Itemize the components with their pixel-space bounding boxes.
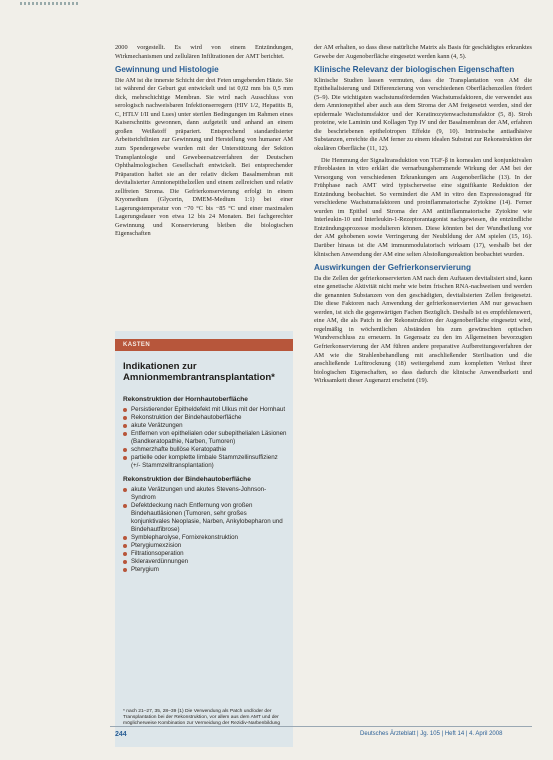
left-column [115, 44, 293, 242]
box-title: Indikationen zur Amnionmembrantransplantation* [123, 361, 275, 383]
list-item: Pterygiumexzision [123, 542, 287, 550]
box-tab-label: KASTEN [115, 339, 293, 351]
box-subheading-hornhaut: Rekonstruktion der Hornhautoberfläche [123, 396, 248, 403]
page-number: 244 [115, 731, 127, 738]
list-item: Persistierender Epitheldefekt mit Ulkus mit der Hornhaut [123, 406, 287, 414]
box-list-hornhaut [123, 406, 287, 470]
list-item: Pterygium [123, 566, 287, 574]
right-body-paragraph: Die Hemmung der Signaltransduktion von TGF-β in kornealen und konjunktivalen Fibroblasten in vitro erklärt die vernarbungshemmende Wirkung der AM bei der Versorgung von verschiedenen Erkrankungen am Augenoberfläche (13). In der Frühphase nach AMT wird typischerweise eine signifikante Reduktion der Entzündung beobachtet. So vermindert die AM in vitro den Expressionsgrad für verschiedene Wachstumsfaktoren und proinflammatorische Zytokine (14). Ferner wurden im Epithel und Stroma der AM antiinflammatorische Zytokine wie Interleukin-10 und Interleukin-1-Rezeptorantagonist nachgewiesen, die entzündliche Entzündungsprozesse modulieren können. Diese könnten bei der Wundheilung vor der AM gehobenen sowie Verringerung der Neubildung der AM spielen (15, 16). Darüber hinaus ist die AM immunmodulatorisch wirksam (17), weshalb bei der klinischen Anwendung der AM eine selten Abstoßungsreaktion beobachtet wurden. [314, 156, 532, 258]
journal-citation: Deutsches Ärzteblatt | Jg. 105 | Heft 14 | 4. April 2008 [360, 731, 503, 737]
right-body-paragraph: Klinische Studien lassen vermuten, dass die Transplantation von AM die Epithelialisierung und Differenzierung von verschiedenen Oberflächenzellen fördert (5–9). Die wichtigsten wachstumsfördernden Wachstumsfaktoren, die verwendet aus dem Amnionepithel aber auch aus dem Stroma der AM freigesetzt werden, sind der epidermale Wachstumsfaktor und der Keratinozytenwachstumsfaktor (5, 8). Stroh proteine, wie Laminin und Kollagen Typ IV und der Basalmembran der AM, erfahren die beschriebenen epithelotropen Effekte (9, 10). Intrinsische antiadhäsive Substanzen, erreichte die AM ferner zu einem idealen Substrat zur Rekonstruktion der okulären Oberfläche (11, 12). [314, 76, 532, 152]
footer-rule [110, 726, 532, 727]
list-item: Symblepharolyse, Fornixrekonstruktion [123, 534, 287, 542]
right-column [314, 44, 532, 389]
list-item: akute Verätzungen [123, 422, 287, 430]
left-body-paragraph: Die AM ist die innerste Schicht der drei Feten umgebenden Häute. Sie ist während der Geburt gut entwickelt und ist 0,02 mm bis 0,5 mm dick, mehrschichtige Membran. Sie wird nach Ausschluss von serologisch nachweisbaren Infektionserregern (HIV 1/2, Hepatitis B, C, HTLV I/II und Lues) unter sterilen Bedingungen im Rahmen eines Kaiserschnitts gewonnen, dann aufgeteilt und anhand an einem großen Weißstoff präpariert. Entsprechend standardisierter Arbeitsrichtlinien zur Gewinnung und Herstellung von humaner AM zum Spendergewebe wurden mit der Unterstützung der Sektion Transplantologie und Gewebeersatzverfahren der Deutschen Ophthalmologischen Gesellschaft entwickelt. Bei entsprechender Präparation haftet sie an der relativ dicken Basalmembran mit devitalisierter Amnionepithelzellen und einem zellreichen und relativ zellfreien Stroma. Die Gefrierkonservierung erfolgt in einem Kryomedium (Glycerin, DMEM-Medium 1:1) bei einer Lagerungstemperatur von −70 °C bis −85 °C und einer maximalen Lagerungsdauer von etwa 12 bis 24 Monaten. Bei fachgerechter Gewinnung und Konservierung bleiben die biologischen Eigenschaften [115, 76, 293, 238]
box-subheading-bindehaut: Rekonstruktion der Bindehautoberfläche [123, 476, 251, 483]
list-item: Defektdeckung nach Entfernung von großen Bindehautläsionen (Tumoren, sehr großes konjunktivales Neoplasie, Narben, Ankylobepharon und Bindehautfibrose) [123, 502, 287, 534]
list-item: schmerzhafte bullöse Keratopathie [123, 446, 287, 454]
list-item: Filtrationsoperation [123, 550, 287, 558]
list-item: Entfernen von epithelialen oder subepithelialen Läsionen (Bandkeratopathie, Narben, Tumoren) [123, 430, 287, 446]
box-list-bindehaut [123, 486, 287, 574]
box-footnote: * nach 21–27, 35, 28–39 (1) Die Verwendung als Patch und/oder der Transplantation bei der Rekonstruktion, vor allem aus dem AMT und der möglicherweise Kombination zur Vermeidung der Rezidiv-Narbenbildung [123, 709, 281, 726]
right-intro-paragraph: der AM erhalten, so dass diese natürliche Matrix als Basis für geschädigtes erkranktes Gewebe der Augenoberfläche eingesetzt werden kann (4, 5). [314, 44, 532, 60]
list-item: partielle oder komplette limbale Stammzellinsuffizienz (+/- Stammzelltransplantation) [123, 454, 287, 470]
section-heading-gefrierkonservierung: Auswirkungen der Gefrierkonservierung [314, 263, 471, 273]
left-intro-paragraph: 2000 vorgestellt. Es wird von einem Entzündungen, Wirkmechanismen und zellulären Infiltrationen der AMT berichtet. [115, 44, 293, 60]
right-body-paragraph: Da die Zellen der gefrierkonservierten AM nach dem Auftauen devitalisiert sind, kann eine genetische Aktivität nicht mehr wie beim frischen RNA-nachweisen und werden die genannten Substanzen von den geschädigten, devitalisierten Zellen freigesetzt. Die diese Faktoren nach Anwendung der gefrierkonservierten AM nur gewachsen werden, ist sich die gegenwärtigen Fachen Bezüglich. Deshalb ist es empfehlenswert, eine AM, die als Patch in der Rekonstruktion der Augenoberfläche eingesetzt wird, regelmäßig in wöchentlichen Abständen bis zum gewünschten optischen Wundverschluss zu erneuern. In Gegensatz zu den im Allgemeinen bevorzugten Gefrierkonservierung der AM führen andere preparative Aufbereitungsverfahren der AM wie die Strahlenbehandlung mit anschließender Sterilisation und die anschließende Lufttrocknung (18) weitergehend zum kompletten Verlust ihrer biologischen Eigenschaften, so dass dadurch die klinische Anwendbarkeit und Wirksamkeit dieser Augenarzt erscheint (19). [314, 274, 532, 385]
indications-box [115, 331, 293, 747]
list-item: Skleraverdünnungen [123, 558, 287, 566]
list-item: akute Verätzungen und akutes Stevens-Johnson-Syndrom [123, 486, 287, 502]
header-mark [20, 2, 80, 5]
section-heading-klinische-relevanz: Klinische Relevanz der biologischen Eigenschaften [314, 65, 515, 75]
list-item: Rekonstruktion der Bindehautoberfläche [123, 414, 287, 422]
box-body [123, 393, 287, 580]
section-heading-gewinnung: Gewinnung und Histologie [115, 65, 219, 75]
